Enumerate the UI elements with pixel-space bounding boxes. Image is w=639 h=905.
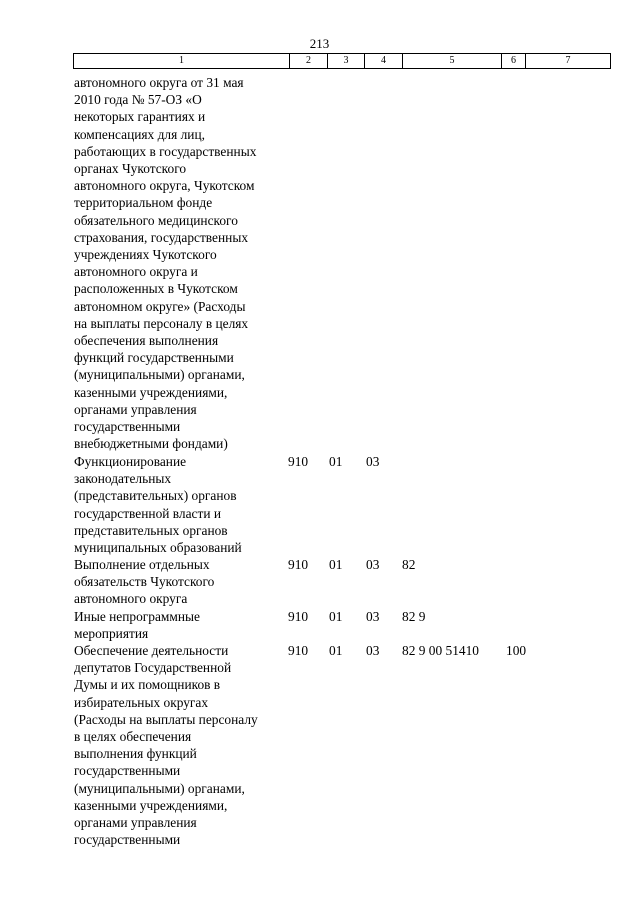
- row-description: Обеспечение деятельности депутатов Государственной Думы и их помощников в избирательных округах (Расходы на выплаты персоналу в целях обеспечения выполнения функций государственными (муниципальными) органами, казенными учреждениями, органами управления государственными: [74, 643, 258, 848]
- row-code-subsection: 03: [366, 557, 380, 572]
- row-expense-type: 100: [506, 643, 527, 658]
- row-code-section: 01: [329, 454, 343, 469]
- row-code-ministry: 910: [288, 609, 309, 624]
- column-header-3: 3: [328, 54, 365, 68]
- column-header-4: 4: [365, 54, 403, 68]
- row-target-article: 82: [402, 557, 416, 572]
- table-header: [73, 53, 611, 69]
- column-header-7: 7: [565, 55, 571, 66]
- row-code-ministry: 910: [288, 454, 309, 469]
- row-code-ministry: 910: [288, 557, 309, 572]
- row-description: Выполнение отдельных обязательств Чукотского автономного округа: [74, 557, 215, 607]
- row-code-subsection: 03: [366, 454, 380, 469]
- page-number: 213: [309, 36, 330, 51]
- row-code-subsection: 03: [366, 643, 380, 658]
- row-code-section: 01: [329, 643, 343, 658]
- column-header-6: 6: [502, 54, 526, 68]
- column-header-5: 5: [403, 54, 502, 68]
- row-code-ministry: 910: [288, 643, 309, 658]
- row-code-section: 01: [329, 557, 343, 572]
- row-target-article: 82 9: [402, 609, 426, 624]
- column-header-2: 2: [290, 54, 328, 68]
- row-code-section: 01: [329, 609, 343, 624]
- row-description: автономного округа от 31 мая 2010 года № 57-ОЗ «О некоторых гарантиях и компенсациях для лиц, работающих в государственных органах Чукотского автономного округа, Чукотском территориальном фонде обязательного медицинского страхования, государственных учреждениях Чукотского автономного округа и расположенных в Чукотском автономном округе» (Расходы на выплаты персоналу в целях обеспечения выполнения функций государственными (муниципальными) органами, казенными учреждениями, органами управления государственными внебюджетными фондами): [74, 75, 257, 452]
- column-header-1: 1: [74, 54, 290, 68]
- row-description: Функционирование законодательных (представительных) органов государственной власти и представительных органов муниципальных образований: [74, 454, 242, 556]
- row-description: Иные непрограммные мероприятия: [74, 609, 200, 642]
- row-code-subsection: 03: [366, 609, 380, 624]
- row-target-article: 82 9 00 51410: [402, 643, 479, 658]
